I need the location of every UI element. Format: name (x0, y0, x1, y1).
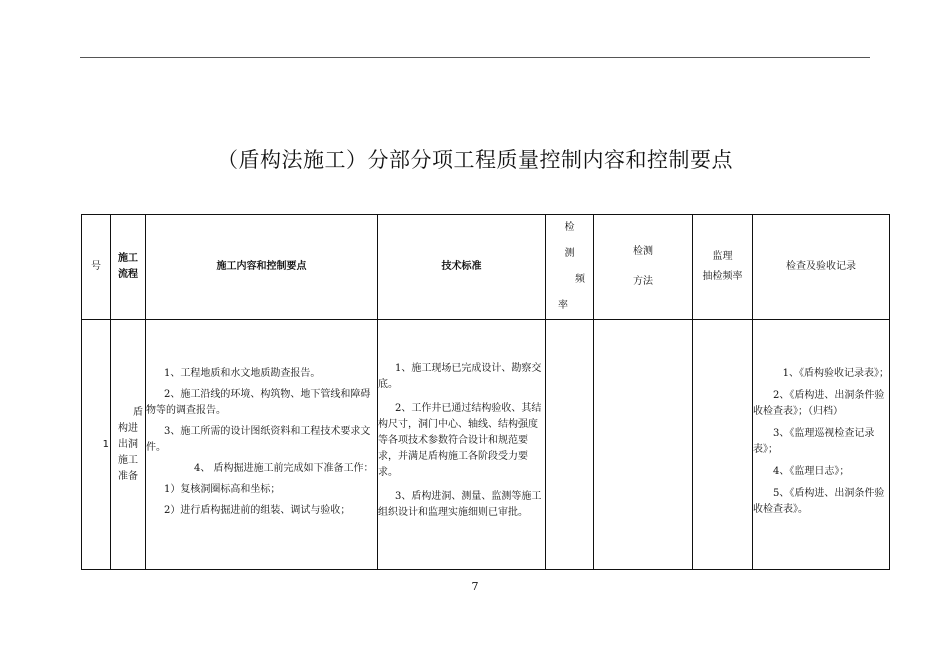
content-item: 1、工程地质和水文地质勘查报告。 (164, 367, 321, 379)
row-seq: 1 (82, 320, 111, 570)
header-rule (80, 57, 870, 58)
header-freq: 检 测 频 率 (546, 215, 594, 320)
row-tech (378, 320, 546, 570)
record-item: 5、《盾构进、出洞条件验收检查表》。 (753, 487, 885, 515)
header-content: 施工内容和控制要点 (146, 215, 378, 320)
header-records: 检查及验收记录 (753, 215, 890, 320)
row-freq (546, 320, 594, 570)
content-item: 1）复核洞圈标高和坐标； (164, 483, 281, 495)
table-row (82, 320, 890, 570)
content-item: 2、施工沿线的环境、构筑物、地下管线和障碍物等的调查报告。 (146, 388, 371, 416)
record-item: 2、《盾构进、出洞条件验收检查表》；（归档） (753, 389, 885, 417)
header-supervise: 监理 抽检频率 (693, 215, 753, 320)
tech-item: 2、工作井已通过结构验收、其结构尺寸，洞门中心、轴线、结构强度等各项技术参数符合设计和规范要求，并满足盾构施工各阶段受力要求。 (378, 402, 542, 478)
content-item: 4、 盾构掘进施工前完成如下准备工作： (194, 462, 374, 474)
tech-item: 3、盾构进洞、测量、监测等施工组织设计和监理实施细则已审批。 (378, 490, 542, 518)
row-supervise (693, 320, 753, 570)
page-number: 7 (471, 580, 479, 593)
row-flow: 盾 构进 出洞 施工 准备 (111, 320, 146, 570)
quality-control-table (81, 214, 890, 570)
tech-item: 1、施工现场已完成设计、勘察交底。 (378, 362, 542, 390)
record-item: 1、《盾构验收记录表》； (782, 367, 889, 379)
row-records (753, 320, 890, 570)
header-flow: 施工 流程 (111, 215, 146, 320)
header-method: 检测 方法 (594, 215, 693, 320)
content-item: 3、施工所需的设计图纸资料和工程技术要求文件。 (146, 425, 371, 453)
record-item: 3、《监理巡视检查记录表》； (753, 427, 875, 455)
header-seq: 号 (82, 215, 111, 320)
record-item: 4、《监理日志》； (773, 465, 850, 477)
row-content (146, 320, 378, 570)
header-tech: 技术标准 (378, 215, 546, 320)
header-row (82, 215, 890, 320)
row-method (594, 320, 693, 570)
content-item: 2）进行盾构掘进前的组装、调试与验收； (164, 504, 351, 516)
page-title: （盾构法施工）分部分项工程质量控制内容和控制要点 (217, 148, 733, 172)
